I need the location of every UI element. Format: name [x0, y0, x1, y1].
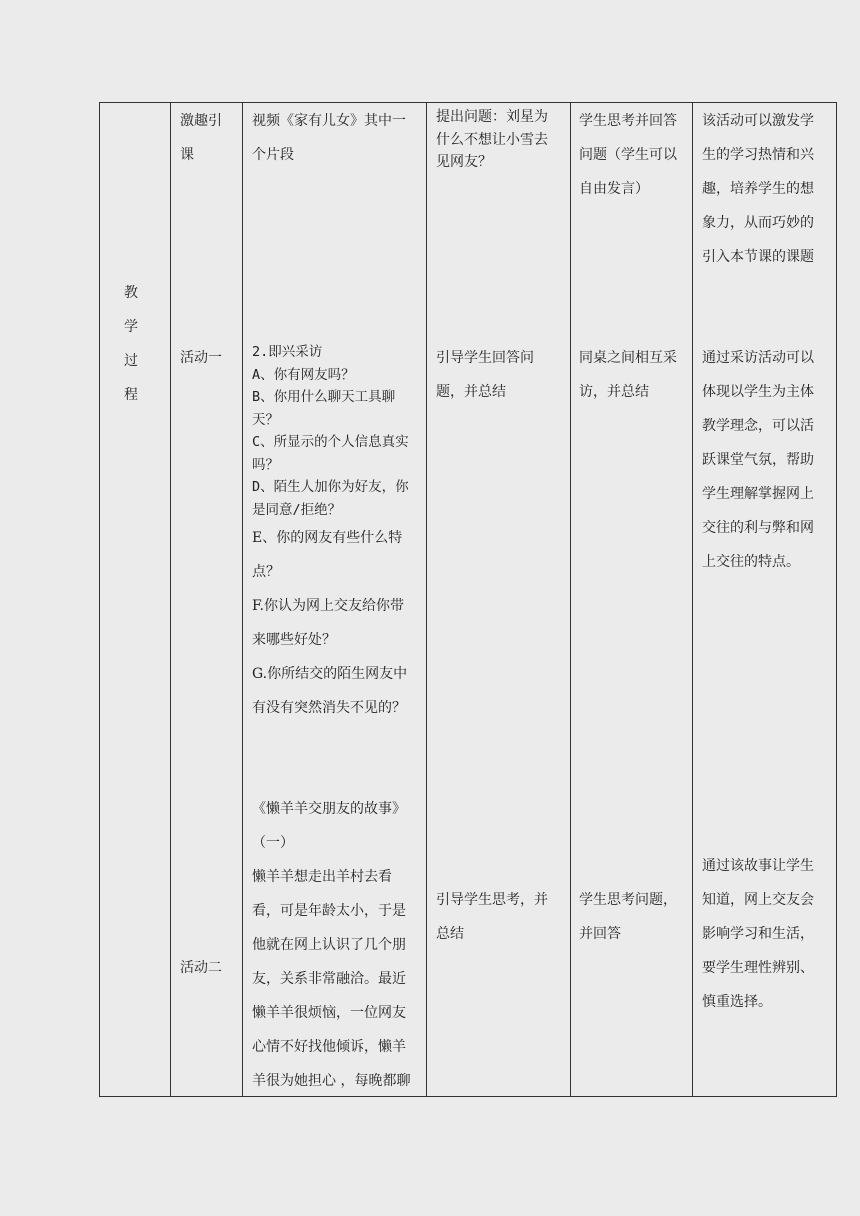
row3-content: 《懒羊羊交朋友的故事》 （一） 懒羊羊想走出羊村去看 看，可是年龄太小，于是 他就在网上认识了几个朋 友，关系非常融洽。最近 懒羊羊很烦恼，一位网友 心情不好找他倾诉，懒羊 羊很为她担心 ，每晚都聊 — [252, 801, 411, 1089]
row2-content-part1: 2.即兴采访 A、你有网友吗？ B、你用什么聊天工具聊 天？ C、所显示的个人信息真实 吗？ D、陌生人加你为好友，你 是同意/拒绝？ — [252, 344, 409, 518]
row2-student: 同桌之间相互采 访，并总结 — [579, 350, 677, 400]
column-divider — [426, 102, 427, 1097]
table-bottom-border — [99, 1096, 837, 1097]
row3-step: 活动二 — [180, 960, 222, 976]
row3-student: 学生思考问题， 并回答 — [579, 892, 677, 942]
column-divider — [242, 102, 243, 1097]
row2-content-part2: E、你的网友有些什么特 点？ F.你认为网上交友给你带 来哪些好处？ G.你所结交的陌生网友中 有没有突然消失不见的？ — [252, 530, 408, 716]
section-label-char: 学 — [124, 319, 138, 335]
row3-purpose: 通过该故事让学生 知道，网上交友会 影响学习和生活， 要学生理性辨别、 慎重选择。 — [702, 858, 814, 1010]
section-label-char: 过 — [124, 353, 138, 369]
row1-content: 视频《家有儿女》其中一 个片段 — [252, 113, 406, 163]
column-divider — [570, 102, 571, 1097]
row2-teacher: 引导学生回答问 题，并总结 — [436, 350, 534, 400]
column-divider — [692, 102, 693, 1097]
section-label-vertical — [122, 276, 140, 412]
row3-teacher: 引导学生思考，并 总结 — [436, 892, 548, 942]
section-label-char: 程 — [124, 387, 138, 403]
column-divider — [836, 102, 837, 1097]
row1-step: 激趣引 课 — [180, 113, 222, 163]
section-label-char: 教 — [124, 285, 138, 301]
row1-student: 学生思考并回答 问题（学生可以 自由发言） — [579, 113, 677, 197]
row1-purpose: 该活动可以激发学 生的学习热情和兴 趣，培养学生的想 象力，从而巧妙的 引入本节课的课题 — [702, 113, 814, 265]
row2-step: 活动一 — [180, 350, 222, 366]
column-divider — [170, 102, 171, 1097]
row2-purpose: 通过采访活动可以 体现以学生为主体 教学理念，可以活 跃课堂气氛，帮助 学生理解掌握网上 交往的利与弊和网 上交往的特点。 — [702, 350, 814, 570]
row1-teacher: 提出问题：刘星为 什么不想让小雪去 见网友？ — [436, 109, 548, 170]
